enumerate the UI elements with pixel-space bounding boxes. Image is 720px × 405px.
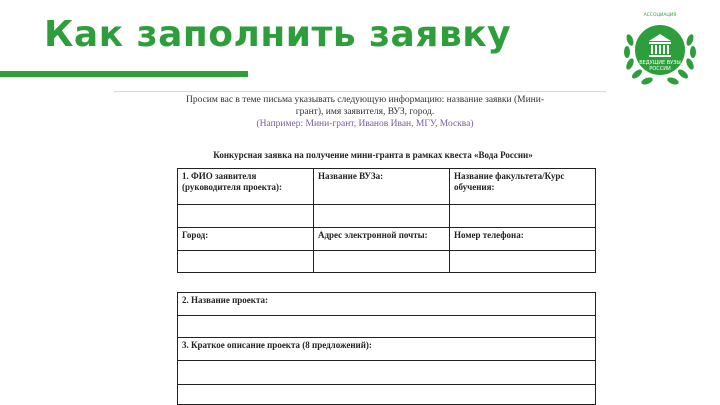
phone-cell[interactable] [450, 251, 596, 273]
project-info-table [177, 292, 596, 405]
phone-label: Номер телефона: [450, 228, 596, 251]
university-cell[interactable] [314, 205, 450, 228]
intro-line1: Просим вас в теме письма указывать следующую информацию: название заявки (Мини- [185, 95, 544, 105]
logo-top-text: АССОЦИАЦИЯ [643, 13, 677, 18]
fio-label: 1. ФИО заявителя (руководителя проекта): [178, 169, 314, 205]
form-heading: Конкурсная заявка на получение мини-гранта в рамках квеста «Вода России» [213, 150, 533, 160]
intro-example: (Например: Мини-грант, Иванов Иван, МГУ, Москва) [256, 119, 474, 129]
project-description-cell[interactable] [178, 361, 596, 385]
application-form-document [110, 86, 608, 405]
city-label: Город: [178, 228, 314, 251]
title-underline [0, 71, 248, 77]
applicant-info-table [177, 168, 596, 273]
email-instructions [180, 94, 550, 130]
project-description-cell-2[interactable] [178, 385, 596, 405]
faculty-cell[interactable] [450, 205, 596, 228]
document-top-rule [114, 91, 606, 92]
logo-line1: ВЕДУЩИЕ ВУЗЫ [639, 60, 681, 66]
university-label: Название ВУЗа: [314, 169, 450, 205]
logo-line2: РОССИИ [649, 66, 671, 72]
fio-cell[interactable] [178, 205, 314, 228]
intro-line2: грант), имя заявителя, ВУЗ, город. [295, 107, 435, 117]
project-name-cell[interactable] [178, 316, 596, 338]
association-logo [620, 10, 700, 90]
slide-title: Как заполнить заявку [44, 14, 512, 55]
email-cell[interactable] [314, 251, 450, 273]
project-name-label: 2. Название проекта: [178, 293, 596, 316]
project-description-label: 3. Краткое описание проекта (8 предложений): [178, 338, 596, 361]
laurel-wreath-logo-icon [620, 10, 700, 90]
email-label: Адрес электронной почты: [314, 228, 450, 251]
city-cell[interactable] [178, 251, 314, 273]
faculty-label: Название факультета/Курс обучения: [450, 169, 596, 205]
